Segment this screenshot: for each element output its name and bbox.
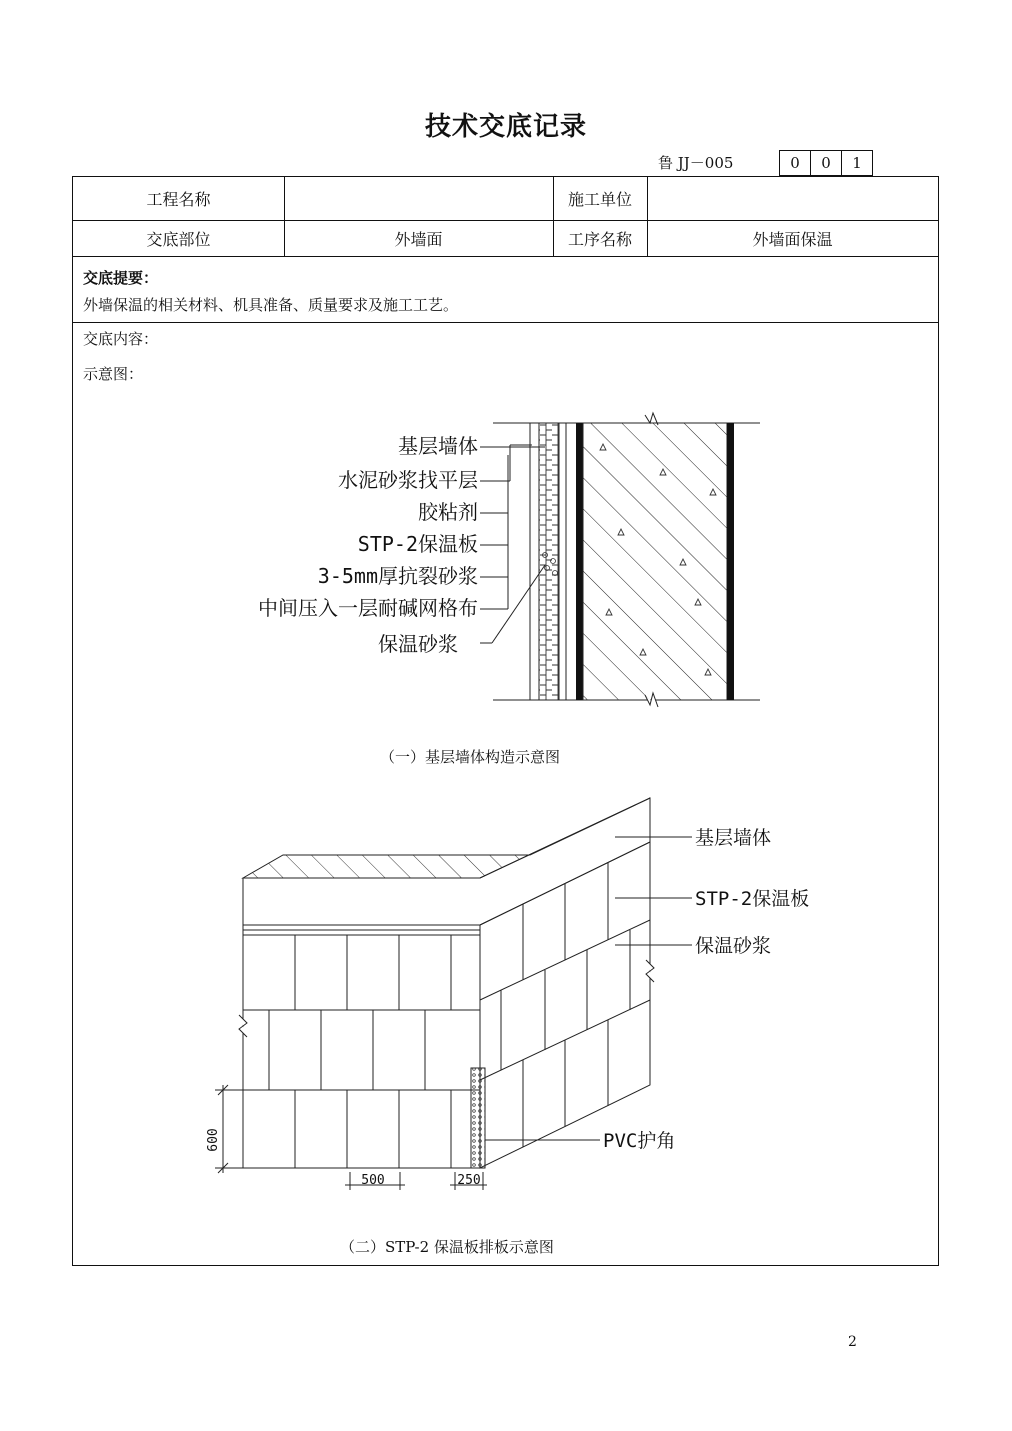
content-heading: 交底内容： [83,330,159,348]
figure1-caption: （一）基层墙体构造示意图 [380,748,561,766]
project-name-label: 工程名称 [146,190,211,209]
record-code: 鲁 JJ－005 [658,154,734,172]
serial-number-box [779,150,873,176]
layer-label: 基层墙体 [398,434,478,458]
dim-width-label: 500 [361,1173,385,1188]
construction-unit-value [647,177,938,220]
layer-label: 中间压入一层耐碱网格布 [258,596,478,620]
dim-corner-label: 250 [457,1173,481,1188]
summary-text: 外墙保温的相关材料、机具准备、质量要求及施工工艺。 [83,296,459,314]
location-value: 外墙面 [394,229,443,249]
layer-label: 胶粘剂 [418,500,478,524]
process-value: 外墙面保温 [752,229,833,249]
wall-section-diagram [240,415,780,715]
board-label: PVC护角 [603,1130,676,1152]
layer-label: STP-2保温板 [357,532,478,556]
construction-unit-label: 施工单位 [567,190,632,209]
board-label: STP-2保温板 [695,888,810,910]
serial-digit: 0 [780,151,811,175]
board-layout-diagram [195,790,810,1200]
dim-height-label: 600 [206,1128,221,1152]
summary-heading: 交底提要： [83,269,159,287]
serial-digit: 1 [852,154,862,172]
layer-label: 水泥砂浆找平层 [338,468,478,492]
process-label: 工序名称 [567,229,632,249]
board-label: 基层墙体 [695,827,772,849]
figure2-caption: （二）STP-2 保温板排板示意图 [340,1238,554,1256]
page-number: 2 [848,1334,857,1350]
project-name-value [284,177,553,220]
diagram-heading: 示意图： [83,365,144,383]
location-label: 交底部位 [146,229,211,249]
serial-digit: 0 [811,151,842,175]
board-label: 保温砂浆 [695,935,772,957]
layer-label: 3-5mm厚抗裂砂浆 [317,564,478,588]
document-title: 技术交底记录 [424,112,587,142]
layer-label: 保温砂浆 [378,632,458,656]
